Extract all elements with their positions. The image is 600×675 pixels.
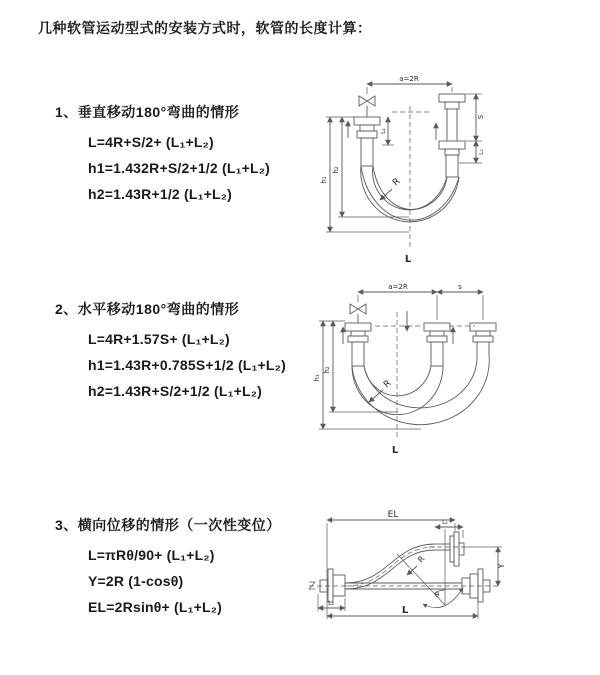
d1-label-s: S	[477, 114, 485, 120]
section-1-formulas	[88, 129, 330, 207]
section-2-formulas	[88, 326, 330, 404]
formula-line: EL=2Rsinθ+ (L₁+L₂)	[88, 599, 223, 615]
section-3	[55, 515, 330, 620]
diagram-vertical-180-bend	[308, 70, 592, 270]
d1-label-l1: L₁	[380, 128, 387, 134]
d1-label-h2: h₂	[332, 166, 340, 174]
pipe-fitting	[424, 323, 450, 366]
section-1	[55, 102, 330, 207]
formula-line: h2=1.43R+1/2 (L₁+L₂)	[88, 186, 233, 202]
section-3-heading: 3、横向位移的情形（一次性变位）	[55, 517, 281, 533]
d2-label-l: L	[391, 445, 399, 456]
section-2-heading: 2、水平移动180°弯曲的情形	[55, 301, 240, 317]
d1-label-a2r: a=2R	[399, 75, 419, 83]
formula-line: L=4R+S/2+ (L₁+L₂)	[88, 134, 214, 150]
pipe-fitting	[345, 323, 371, 366]
d2-label-r: R	[382, 378, 394, 391]
d2-label-h2: h₂	[323, 366, 331, 374]
d1-label-l: L	[404, 254, 412, 265]
formula-line: h1=1.432R+S/2+1/2 (L₁+L₂)	[88, 160, 270, 176]
d3-label-l: L	[401, 605, 409, 616]
formula-line: L=πRθ/90+ (L₁+L₂)	[88, 547, 215, 563]
d1-label-r: R	[391, 176, 403, 189]
centerline-break	[309, 582, 315, 589]
section-2	[55, 299, 330, 404]
diagram-horizontal-180-bend	[303, 278, 595, 468]
d2-label-s: s	[458, 283, 462, 291]
formula-line: h1=1.43R+0.785S+1/2 (L₁+L₂)	[88, 357, 286, 373]
d3-label-theta: θ	[434, 591, 440, 599]
valve-icon	[359, 96, 375, 117]
formula-line: Y=2R (1-cosθ)	[88, 573, 184, 589]
d3-label-l2: L₂	[328, 600, 334, 607]
d2-label-h1: h₁	[313, 374, 321, 382]
d3-label-r: R	[416, 554, 427, 565]
pipe-fitting	[470, 323, 496, 354]
page-title: 几种软管运动型式的安装方式时，软管的长度计算：	[38, 20, 372, 36]
d3-label-y: Y	[497, 563, 506, 569]
braided-hose	[446, 155, 458, 177]
formula-line: L=4R+1.57S+ (L₁+L₂)	[88, 331, 230, 347]
d1-label-l2: L₂	[478, 149, 485, 155]
diagram-lateral-displacement	[293, 498, 597, 652]
valve-icon	[350, 304, 366, 323]
d2-label-a2r: a=2R	[388, 283, 408, 291]
section-1-heading: 1、垂直移动180°弯曲的情形	[55, 104, 240, 120]
d3-label-el: EL	[387, 510, 399, 520]
d3-label-l1: L₁	[442, 519, 448, 526]
braided-hose	[361, 138, 373, 166]
d1-label-h1: h₁	[320, 176, 328, 184]
formula-line: h2=1.43R+S/2+1/2 (L₁+L₂)	[88, 383, 263, 399]
